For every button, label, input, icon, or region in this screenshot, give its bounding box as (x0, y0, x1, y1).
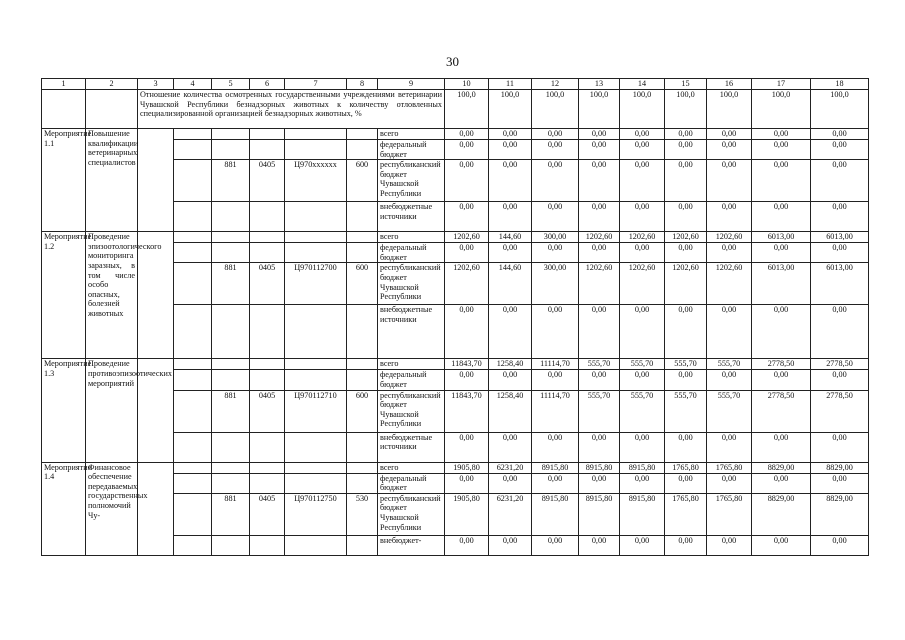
amount-cell: 0,00 (620, 473, 665, 493)
amount-cell: 8915,80 (620, 462, 665, 473)
amount-cell: 0,00 (579, 140, 620, 160)
amount-cell: 0,00 (665, 370, 707, 390)
indicator-value: 100,0 (579, 90, 620, 129)
amount-cell: 0,00 (707, 305, 752, 359)
measure-code: Мероприятие 1.2 (42, 232, 86, 359)
amount-cell: 1258,40 (489, 390, 532, 432)
empty-cell (250, 370, 285, 390)
amount-cell: 0,00 (620, 305, 665, 359)
indicator-row (42, 90, 869, 129)
amount-cell: 6013,00 (752, 263, 811, 305)
amount-cell: 0,00 (579, 370, 620, 390)
amount-cell: 0,00 (752, 243, 811, 263)
amount-cell: 0,00 (665, 160, 707, 202)
amount-cell: 0,00 (532, 243, 579, 263)
amount-cell: 0,00 (489, 140, 532, 160)
funding-source: федеральный бюджет (378, 140, 445, 160)
amount-cell: 0,00 (445, 140, 489, 160)
measure-name: Проведение противоэпизоотических мероприятий (86, 359, 138, 462)
csr-code: Ц970112750 (285, 493, 347, 535)
empty-cell (250, 462, 285, 473)
csr-code: Ц970xxxxxx (285, 160, 347, 202)
column-number: 16 (707, 79, 752, 90)
grbs-code: 881 (212, 493, 250, 535)
amount-cell: 6013,00 (811, 232, 869, 243)
funding-source: всего (378, 232, 445, 243)
empty-cell (212, 359, 250, 370)
empty-cell (250, 432, 285, 462)
amount-cell: 0,00 (532, 140, 579, 160)
funding-source: республиканский бюджет Чувашской Республики (378, 160, 445, 202)
amount-cell: 0,00 (665, 202, 707, 232)
amount-cell: 0,00 (811, 370, 869, 390)
amount-cell: 0,00 (445, 243, 489, 263)
amount-cell: 0,00 (752, 129, 811, 140)
empty-cell (212, 535, 250, 555)
amount-cell: 555,70 (665, 390, 707, 432)
amount-cell: 1202,60 (665, 232, 707, 243)
amount-cell: 0,00 (752, 140, 811, 160)
empty-cell (250, 359, 285, 370)
empty-cell (212, 370, 250, 390)
amount-cell: 11114,70 (532, 359, 579, 370)
empty-cell (347, 473, 378, 493)
page-number: 30 (446, 54, 459, 69)
amount-cell: 0,00 (579, 305, 620, 359)
measure-code: Мероприятие 1.1 (42, 129, 86, 232)
funding-source: федеральный бюджет (378, 243, 445, 263)
amount-cell: 0,00 (445, 432, 489, 462)
funding-source: федеральный бюджет (378, 473, 445, 493)
amount-cell: 1202,60 (707, 232, 752, 243)
empty-cell (174, 462, 212, 473)
empty-cell (174, 140, 212, 160)
empty-cell (347, 462, 378, 473)
empty-cell (174, 359, 212, 370)
amount-cell: 0,00 (707, 370, 752, 390)
empty-cell (174, 493, 212, 535)
empty-cell (212, 462, 250, 473)
amount-cell: 0,00 (445, 305, 489, 359)
empty-cell (250, 243, 285, 263)
indicator-value: 100,0 (489, 90, 532, 129)
amount-cell: 0,00 (707, 243, 752, 263)
amount-cell: 1202,60 (620, 232, 665, 243)
amount-cell: 555,70 (665, 359, 707, 370)
empty-cell (347, 140, 378, 160)
column-number: 17 (752, 79, 811, 90)
amount-cell: 0,00 (811, 243, 869, 263)
empty-cell (174, 202, 212, 232)
table-row (42, 359, 869, 370)
amount-cell: 0,00 (752, 202, 811, 232)
amount-cell: 0,00 (665, 129, 707, 140)
empty-cell (347, 359, 378, 370)
column-number-row (42, 79, 869, 90)
indicator-value: 100,0 (707, 90, 752, 129)
amount-cell: 0,00 (752, 370, 811, 390)
amount-cell: 0,00 (489, 160, 532, 202)
amount-cell: 8915,80 (579, 493, 620, 535)
amount-cell: 1202,60 (579, 232, 620, 243)
amount-cell: 1765,80 (665, 462, 707, 473)
amount-cell: 11843,70 (445, 359, 489, 370)
column-number: 14 (620, 79, 665, 90)
empty-cell (347, 305, 378, 359)
amount-cell: 0,00 (707, 129, 752, 140)
empty-cell (174, 263, 212, 305)
amount-cell: 0,00 (665, 432, 707, 462)
amount-cell: 0,00 (620, 160, 665, 202)
amount-cell: 0,00 (620, 243, 665, 263)
amount-cell: 0,00 (445, 129, 489, 140)
amount-cell: 0,00 (532, 305, 579, 359)
amount-cell: 0,00 (489, 305, 532, 359)
empty-cell (285, 462, 347, 473)
funding-source: республиканский бюджет Чувашской Республики (378, 390, 445, 432)
amount-cell: 0,00 (489, 535, 532, 555)
funding-source: всего (378, 462, 445, 473)
amount-cell: 0,00 (620, 535, 665, 555)
empty-cell (250, 473, 285, 493)
column-number: 12 (532, 79, 579, 90)
indicator-value: 100,0 (665, 90, 707, 129)
measure-name: Финансовое обеспечение передаваемых государственных полномочий Чу- (86, 462, 138, 555)
empty-cell (212, 140, 250, 160)
empty-cell (347, 432, 378, 462)
amount-cell: 1202,60 (445, 263, 489, 305)
table-body (42, 79, 869, 556)
vr-code: 600 (347, 160, 378, 202)
amount-cell: 555,70 (707, 359, 752, 370)
funding-source: федеральный бюджет (378, 370, 445, 390)
amount-cell: 555,70 (707, 390, 752, 432)
amount-cell: 300,00 (532, 263, 579, 305)
column-number: 18 (811, 79, 869, 90)
amount-cell: 1905,80 (445, 462, 489, 473)
funding-source: внебюджетные источники (378, 202, 445, 232)
amount-cell: 1765,80 (707, 493, 752, 535)
vr-code: 600 (347, 390, 378, 432)
empty-cell (138, 462, 174, 555)
empty-cell (250, 305, 285, 359)
amount-cell: 0,00 (707, 473, 752, 493)
empty-cell (285, 473, 347, 493)
amount-cell: 0,00 (620, 129, 665, 140)
column-number: 7 (285, 79, 347, 90)
rzpr-code: 0405 (250, 160, 285, 202)
empty-cell (138, 129, 174, 232)
empty-cell (347, 232, 378, 243)
amount-cell: 0,00 (489, 129, 532, 140)
amount-cell: 0,00 (579, 129, 620, 140)
amount-cell: 1765,80 (707, 462, 752, 473)
empty-cell (174, 243, 212, 263)
empty-cell (174, 305, 212, 359)
empty-cell (285, 140, 347, 160)
empty-cell (174, 129, 212, 140)
column-number: 10 (445, 79, 489, 90)
csr-code: Ц970112700 (285, 263, 347, 305)
amount-cell: 0,00 (489, 243, 532, 263)
empty-cell (174, 370, 212, 390)
amount-cell: 0,00 (532, 202, 579, 232)
table-row (42, 232, 869, 243)
amount-cell: 0,00 (752, 473, 811, 493)
amount-cell: 8829,00 (752, 493, 811, 535)
amount-cell: 0,00 (707, 202, 752, 232)
column-number: 3 (138, 79, 174, 90)
column-number: 1 (42, 79, 86, 90)
empty-cell (86, 90, 138, 129)
amount-cell: 6231,20 (489, 493, 532, 535)
amount-cell: 0,00 (620, 202, 665, 232)
amount-cell: 0,00 (532, 129, 579, 140)
amount-cell: 0,00 (811, 160, 869, 202)
amount-cell: 0,00 (445, 202, 489, 232)
amount-cell: 0,00 (445, 473, 489, 493)
amount-cell: 8829,00 (811, 462, 869, 473)
amount-cell: 2778,50 (811, 390, 869, 432)
amount-cell: 555,70 (579, 359, 620, 370)
column-number: 2 (86, 79, 138, 90)
amount-cell: 8829,00 (811, 493, 869, 535)
empty-cell (250, 535, 285, 555)
amount-cell: 6013,00 (811, 263, 869, 305)
amount-cell: 0,00 (489, 473, 532, 493)
amount-cell: 0,00 (811, 202, 869, 232)
amount-cell: 0,00 (445, 160, 489, 202)
rzpr-code: 0405 (250, 493, 285, 535)
amount-cell: 0,00 (752, 305, 811, 359)
empty-cell (212, 432, 250, 462)
amount-cell: 0,00 (707, 160, 752, 202)
amount-cell: 0,00 (620, 370, 665, 390)
empty-cell (285, 232, 347, 243)
amount-cell: 0,00 (665, 140, 707, 160)
amount-cell: 0,00 (752, 160, 811, 202)
amount-cell: 0,00 (532, 432, 579, 462)
amount-cell: 0,00 (579, 202, 620, 232)
column-number: 6 (250, 79, 285, 90)
amount-cell: 2778,50 (811, 359, 869, 370)
amount-cell: 1258,40 (489, 359, 532, 370)
measure-code: Мероприятие 1.4 (42, 462, 86, 555)
amount-cell: 1765,80 (665, 493, 707, 535)
funding-source: республиканский бюджет Чувашской Республики (378, 263, 445, 305)
column-number: 15 (665, 79, 707, 90)
amount-cell: 0,00 (579, 473, 620, 493)
amount-cell: 1202,60 (445, 232, 489, 243)
empty-cell (212, 473, 250, 493)
empty-cell (347, 535, 378, 555)
amount-cell: 144,60 (489, 232, 532, 243)
amount-cell: 11114,70 (532, 390, 579, 432)
amount-cell: 0,00 (445, 535, 489, 555)
amount-cell: 0,00 (665, 305, 707, 359)
funding-source: республиканский бюджет Чувашской Республики (378, 493, 445, 535)
column-number: 9 (378, 79, 445, 90)
amount-cell: 1202,60 (579, 263, 620, 305)
amount-cell: 0,00 (579, 432, 620, 462)
amount-cell: 0,00 (811, 305, 869, 359)
amount-cell: 6013,00 (752, 232, 811, 243)
empty-cell (285, 432, 347, 462)
grbs-code: 881 (212, 263, 250, 305)
empty-cell (174, 432, 212, 462)
empty-cell (212, 202, 250, 232)
amount-cell: 0,00 (707, 432, 752, 462)
amount-cell: 6231,20 (489, 462, 532, 473)
amount-cell: 11843,70 (445, 390, 489, 432)
rzpr-code: 0405 (250, 390, 285, 432)
empty-cell (285, 370, 347, 390)
amount-cell: 0,00 (811, 140, 869, 160)
amount-cell: 0,00 (489, 432, 532, 462)
amount-cell: 0,00 (707, 140, 752, 160)
amount-cell: 0,00 (665, 535, 707, 555)
amount-cell: 0,00 (811, 432, 869, 462)
column-number: 13 (579, 79, 620, 90)
indicator-value: 100,0 (445, 90, 489, 129)
amount-cell: 0,00 (665, 473, 707, 493)
indicator-value: 100,0 (620, 90, 665, 129)
vr-code: 530 (347, 493, 378, 535)
amount-cell: 0,00 (532, 473, 579, 493)
grbs-code: 881 (212, 390, 250, 432)
empty-cell (285, 243, 347, 263)
empty-cell (347, 370, 378, 390)
amount-cell: 0,00 (445, 370, 489, 390)
amount-cell: 555,70 (620, 390, 665, 432)
amount-cell: 0,00 (532, 370, 579, 390)
amount-cell: 0,00 (489, 202, 532, 232)
empty-cell (250, 232, 285, 243)
amount-cell: 8915,80 (532, 493, 579, 535)
funding-source: внебюджетные источники (378, 305, 445, 359)
empty-cell (174, 160, 212, 202)
measure-name: Проведение эпизоотологического мониторинга заразных, в том числе особо опасных, болезней животных (86, 232, 138, 359)
empty-cell (347, 243, 378, 263)
table-row (42, 462, 869, 473)
empty-cell (347, 129, 378, 140)
indicator-text: Отношение количества осмотренных государственными учреждениями ветеринарии Чувашской Республики безнадзорных животных к количеству отловленных специализированной организацией безнадзорных животных, % (138, 90, 445, 129)
amount-cell: 0,00 (811, 129, 869, 140)
amount-cell: 8915,80 (620, 493, 665, 535)
column-number: 8 (347, 79, 378, 90)
budget-table (41, 78, 869, 556)
empty-cell (285, 535, 347, 555)
empty-cell (212, 232, 250, 243)
funding-source: внебюджет- (378, 535, 445, 555)
amount-cell: 0,00 (579, 160, 620, 202)
amount-cell: 144,60 (489, 263, 532, 305)
rzpr-code: 0405 (250, 263, 285, 305)
amount-cell: 300,00 (532, 232, 579, 243)
funding-source: всего (378, 359, 445, 370)
amount-cell: 0,00 (811, 473, 869, 493)
indicator-value: 100,0 (752, 90, 811, 129)
empty-cell (285, 305, 347, 359)
amount-cell: 1905,80 (445, 493, 489, 535)
amount-cell: 1202,60 (707, 263, 752, 305)
amount-cell: 0,00 (579, 535, 620, 555)
empty-cell (285, 359, 347, 370)
measure-code: Мероприятие 1.3 (42, 359, 86, 462)
amount-cell: 0,00 (532, 160, 579, 202)
empty-cell (42, 90, 86, 129)
csr-code: Ц970112710 (285, 390, 347, 432)
empty-cell (212, 243, 250, 263)
amount-cell: 0,00 (579, 243, 620, 263)
empty-cell (347, 202, 378, 232)
amount-cell: 0,00 (489, 370, 532, 390)
measure-name: Повышение квалификации ветеринарных специалистов (86, 129, 138, 232)
empty-cell (250, 202, 285, 232)
table-row (42, 129, 869, 140)
amount-cell: 8829,00 (752, 462, 811, 473)
empty-cell (250, 140, 285, 160)
amount-cell: 555,70 (620, 359, 665, 370)
amount-cell: 2778,50 (752, 359, 811, 370)
amount-cell: 0,00 (532, 535, 579, 555)
funding-source: внебюджетные источники (378, 432, 445, 462)
vr-code: 600 (347, 263, 378, 305)
empty-cell (212, 129, 250, 140)
amount-cell: 0,00 (707, 535, 752, 555)
amount-cell: 555,70 (579, 390, 620, 432)
empty-cell (285, 129, 347, 140)
amount-cell: 0,00 (620, 140, 665, 160)
empty-cell (174, 390, 212, 432)
amount-cell: 0,00 (665, 243, 707, 263)
indicator-value: 100,0 (811, 90, 869, 129)
column-number: 4 (174, 79, 212, 90)
empty-cell (174, 232, 212, 243)
amount-cell: 8915,80 (579, 462, 620, 473)
indicator-value: 100,0 (532, 90, 579, 129)
funding-source: всего (378, 129, 445, 140)
grbs-code: 881 (212, 160, 250, 202)
empty-cell (174, 535, 212, 555)
empty-cell (250, 129, 285, 140)
amount-cell: 1202,60 (620, 263, 665, 305)
amount-cell: 0,00 (620, 432, 665, 462)
column-number: 11 (489, 79, 532, 90)
amount-cell: 8915,80 (532, 462, 579, 473)
empty-cell (174, 473, 212, 493)
amount-cell: 0,00 (811, 535, 869, 555)
column-number: 5 (212, 79, 250, 90)
amount-cell: 1202,60 (665, 263, 707, 305)
amount-cell: 0,00 (752, 535, 811, 555)
empty-cell (212, 305, 250, 359)
amount-cell: 0,00 (752, 432, 811, 462)
amount-cell: 2778,50 (752, 390, 811, 432)
empty-cell (285, 202, 347, 232)
